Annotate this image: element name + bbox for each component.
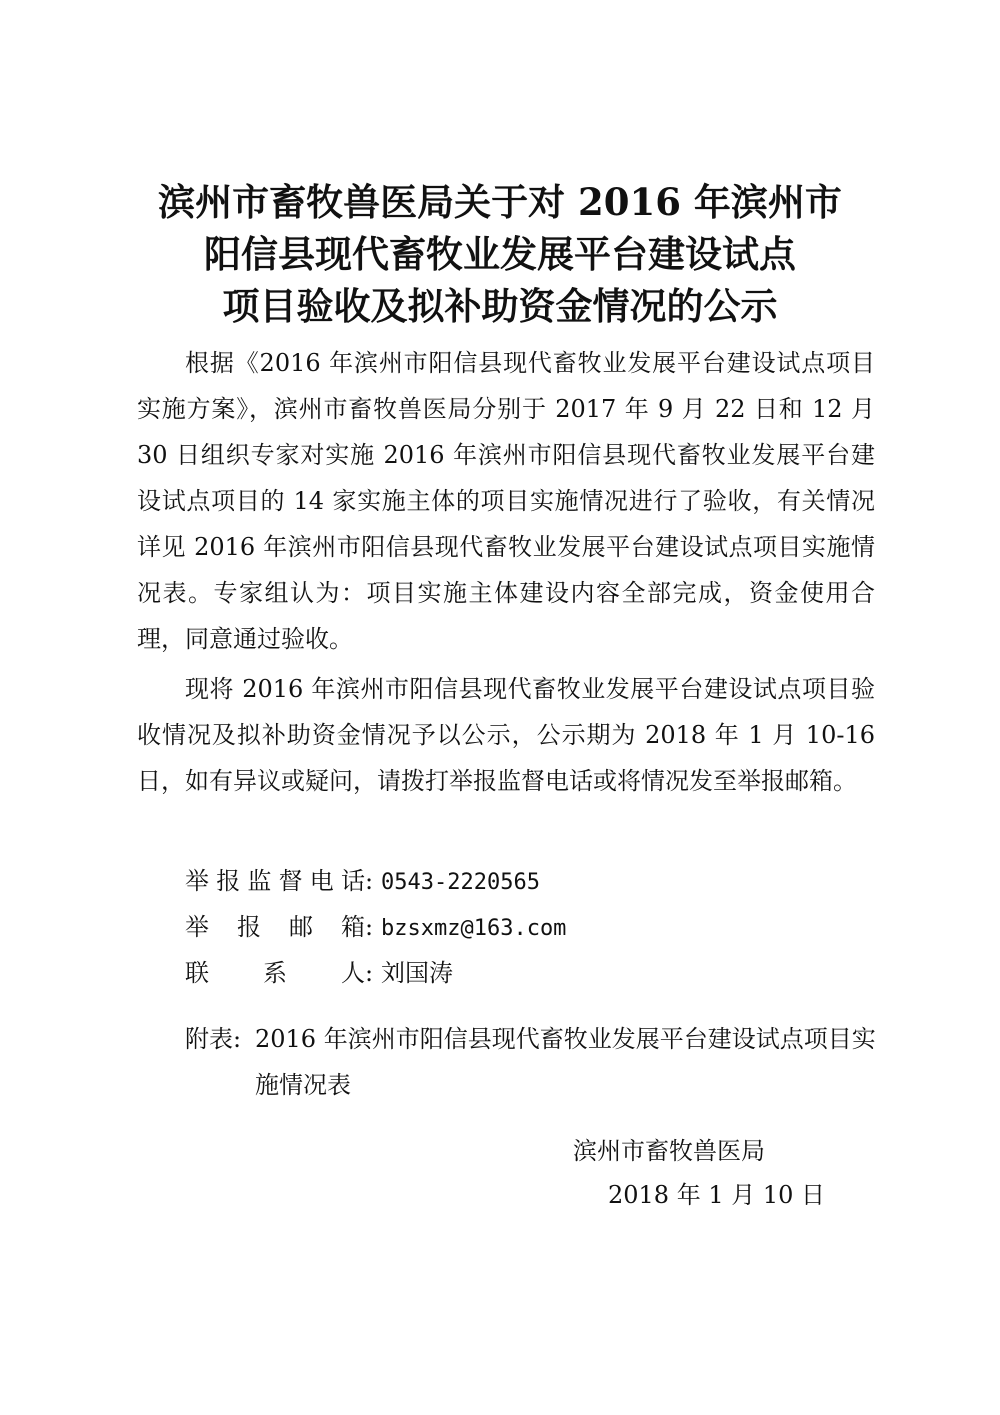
body-paragraph-1: 根据《2016 年滨州市阳信县现代畜牧业发展平台建设试点项目实施方案》，滨州市畜牧兽医局分别于 2017 年 9 月 22 日和 12 月 30 日组织专家对实施 2016 年滨州市阳信县现代畜牧业发展平台建设试点项目的 14 家实施主体的项目实施情况进行了验收，有关情况详见 2016 年滨州市阳信县现代畜牧业发展平台建设试点项目实施情况表。专家组认为：项目实施主体建设内容全部完成，资金使用合理，同意通过验收。 xyxy=(137,349,875,653)
title-line-3: 项目验收及拟补助资金情况的公示 xyxy=(222,284,778,328)
attachment-note xyxy=(185,1016,885,1108)
signature-date: 2018 年 1 月 10 日 xyxy=(608,1181,826,1209)
person-value: 刘国涛 xyxy=(381,959,453,987)
title-line-1: 滨州市畜牧兽医局关于对 2016 年滨州市 xyxy=(158,180,842,224)
person-label: 联系人 xyxy=(185,959,365,987)
title-line-2: 阳信县现代畜牧业发展平台建设试点 xyxy=(204,232,796,276)
contact-person-row xyxy=(185,950,453,996)
email-label: 举报邮箱 xyxy=(185,913,365,941)
email-value: bzsxmz@163.com xyxy=(381,916,567,941)
document-title xyxy=(0,176,1000,332)
attachment-label: 附表: xyxy=(185,1025,242,1053)
email-colon: : xyxy=(365,913,374,941)
phone-value: 0543-2220565 xyxy=(381,870,540,895)
contact-phone-row xyxy=(185,858,540,906)
person-colon: : xyxy=(365,959,374,987)
body-paragraph-2: 现将 2016 年滨州市阳信县现代畜牧业发展平台建设试点项目验收情况及拟补助资金情况予以公示，公示期为 2018 年 1 月 10-16 日，如有异议或疑问，请拨打举报监督电话或将情况发至举报邮箱。 xyxy=(137,675,875,795)
attachment-text: 2016 年滨州市阳信县现代畜牧业发展平台建设试点项目实施情况表 xyxy=(255,1025,876,1099)
contact-email-row xyxy=(185,904,566,952)
signature-organization: 滨州市畜牧兽医局 xyxy=(573,1137,765,1165)
phone-label: 举报监督电话 xyxy=(185,867,365,895)
phone-colon: : xyxy=(365,867,374,895)
